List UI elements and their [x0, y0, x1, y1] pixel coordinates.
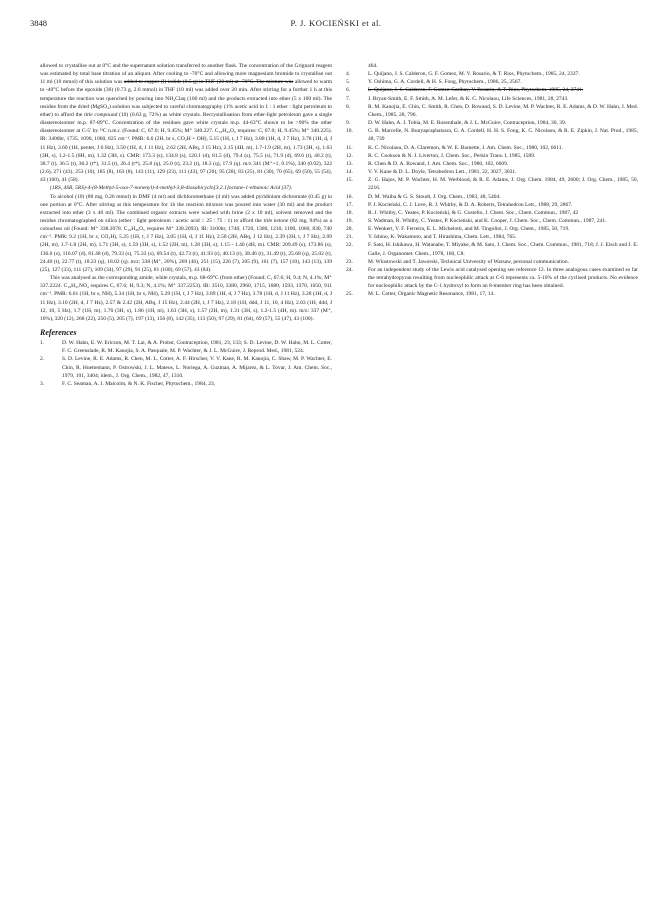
reference-item	[346, 144, 638, 152]
reference-item	[346, 119, 638, 127]
reference-text: V. V. Kane & D. L. Doyle, Tetrahedron Lett., 1981, 22, 3027, 3031.	[368, 169, 517, 176]
reference-number: 18.	[346, 209, 353, 216]
reference-number: 14.	[346, 169, 353, 176]
reference-text: E. Wenkert, V. F. Ferreira, E. L. Michelotti, and M. Tingolini, J. Org. Chem., 1985, 50, 719.	[368, 226, 570, 233]
reference-text: Y. Ishino, K. Wakamoto, and T. Hirashima, Chem. Lett., 1984, 765.	[368, 234, 517, 241]
reference-item	[346, 160, 638, 168]
page-number: 3848	[30, 18, 47, 28]
references-heading: References	[40, 328, 77, 337]
reference-number: 4.	[346, 71, 351, 78]
reference-item	[346, 209, 638, 217]
reference-number: 11.	[346, 144, 353, 151]
reference-item	[346, 225, 638, 233]
reference-number: 6.	[346, 87, 351, 94]
reference-text: S. Wadman, R. Whitby, C. Yeates, P. Kocieński, and K. Cooper, J. Chem. Soc., Chem. Commun., 1987, 241.	[368, 217, 607, 224]
reference-text: R. C. Cookson & N. J. Liverton, J. Chem. Soc., Perkin Trans. I, 1985, 1589.	[368, 152, 536, 159]
struck-text: added to copper (I) iodide (0.5 g) in THF (20 ml) at -70°C. The mixture was	[123, 79, 294, 86]
reference-item	[40, 339, 332, 355]
reference-number: 12.	[346, 152, 353, 159]
reference-text: D. W. Hahn, A. J. Tobia, M. E. Rosenthale, & J. L. McGuire, Contraception, 1984, 30, 39.	[368, 120, 567, 127]
reference-item	[346, 176, 638, 192]
page-header	[30, 18, 642, 32]
reference-item	[346, 201, 638, 209]
left-column	[40, 62, 332, 388]
reference-number: 5.	[346, 79, 351, 86]
reference-text: Y. Oshima, G. A. Cordell, & H. S. Fong, Phytochem., 1986, 25, 2567.	[368, 79, 522, 86]
reference-text: M. L. Cotter, Organic Magnetic Resonance, 1981, 17, 14.	[368, 291, 495, 298]
reference-item	[346, 86, 638, 94]
reference-number: 16.	[346, 193, 353, 200]
reference-text: G. B. Marcelle, N. Bunyapraphatsara, G. A. Cordell, H. H. S. Fong, K. C. Nicolaou, & R. E. Zipkin, J. Nat. Prod., 1985, 48, 739	[368, 128, 638, 143]
reference-number: 23.	[346, 258, 353, 265]
experimental-paragraph-1: allowed to crystallise out at 0°C and the supernatant solution transferred to another flask. The concentration of the Grignard reagent was estimated by total base titration of an aliquot. After cooling to -70°C and allowing more magnesium bromide to crystallise out 11 ml (10 mmol) of this solution was added to copper (I) iodide (0.5 g) in THF (20 ml) at -70°C. The mixture was allowed to warm to -40°C before the epoxide (36) (0.73 g, 2.6 mmol) in THF (10 ml) was added over 20 min. After stirring for a further 1 h at this temperature the reaction was quenched by pouring into NH₄Claq (100 ml) and the products extracted into ether (5 x 100 ml). The residue from the dried (MgSO₄) solution was subjected to careful chromatography (1% acetic acid in 1 : 1 ether : light petroleum to ether) to afford the title compound (10) (0.63 g, 72%) as white crystals. Recrystallisation from ether-light petroleum gave a single diastereoisomer m.p. 87-89°C. Concentration of the residues gave white crystals m.p. 44-63°C shown to be >90% the other diastereoisomer at C-5' by ¹³C n.m.r. (Found: C, 67.0; H, 9.45%; M⁺ 340.227. C₁₉H₃₂O₅ requires: C, 67.0; H, 9.45%; M⁺ 340.225). IR: 3400br, 1735, 1090, 1060, 825 cm⁻¹. PMR: 6.6 (2H, br s, CO₂H + OH), 5.15 (1H, t, J 7 Hz), 3.88 (1H, d, J 7 Hz), 3.78 (1H, d, J 11 Hz), 3.60 (1H, pentet, J 6 Hz), 3.50 (1H, d, J 11 Hz), 2.62 (2H, ABq, J 15 Hz), 2.15 (4H, m), 1.7-1.9 (2H, m), 1.73 (3H, s), 1.63 (3H, s), 1.2-1.5 (8H, m), 1.32 (3H, s). CMR: 173.3 (s), 134.8 (s), 120.1 (d), 81.5 (d), 79.4 (s), 75.5 (s), 71.9 (d), 69.6 (t), 40.2 (t), 38.7 (t), 36.5 (t), 36.2 (t*), 31.5 (t), 26.4 (t*), 25.8 (q), 25.0 (t), 23.2 (t), 18.3 (q), 17.9 (q). m/z 341 (M⁺+1, 0.1%), 340 (0.02), 322 (2.6), 271 (43), 253 (10), 185 (8), 163 (8), 143 (11), 129 (23), 111 (43), 97 (20), 95 (28), 83 (25), 81 (30), 70 (65), 69 (50), 55 (54), 43 (100), 41 (58).	[40, 63, 333, 184]
experimental-paragraph-2: To alcohol (10) (88 mg, 0.26 mmol) in DMF (4 ml) and dichloromethane (4 ml) was added pyridinium dichromate (0.45 g) in one portion at 0°C. After stirring at this temperature for 1h the reaction mixture was poured into water (30 ml) and the product extracted into ether (3 x 40 ml). The combined organic extracts were washed with brine (2 x 10 ml), solvent removed and the residue chromatographed on silica (ether : light petroleum : acetic acid :: 25 : 75 : 1) to afford the title ketone (82 mg, 94%) as a colourless oil (Found: M⁺ 338.2078. C₁₉H₃₀O₅ requires M⁺ 338.2093). IR: 3100br, 1740, 1720, 1380, 1210, 1100, 1060, 830, 740 cm⁻¹. PMR: 9.2 (1H, br s, CO₂H), 5.25 (1H, t, J 7 Hz), 3.05 (1H, d, J 11 Hz), 2.58 (2H, ABq, J 12 Hz), 2.39 (2H, t, J 7 Hz), 2.09 (2H, m), 1.7-1.8 (2H, m), 1.71 (3H, s), 1.59 (3H, s), 1.52 (2H, m), 1.28 (3H, s), 1.15 - 1.40 (4H, m). CMR: 209.49 (s), 173.86 (s), 136.0 (s), 116.07 (d), 81.48 (d), 79.33 (s), 75.33 (s), 69.54 (t), 42.73 (t), 41.93 (t), 40.13 (t), 38.46 (t), 31.49 (t), 25.68 (q), 25.02 (t), 24.40 (t), 22.77 (t), 18.23 (q), 18.02 (q). m/z: 338 (M⁺, 20%), 269 (46), 251 (15), 226 (7), 205 (9), 161 (7), 157 (10), 143 (13), 139 (25), 127 (33), 111 (27), 109 (34), 97 (29), 91 (25), 81 (100), 69 (57), 43 (84).	[40, 193, 333, 273]
reference-number: 20.	[346, 226, 353, 233]
reference-number: 13.	[346, 160, 353, 167]
reference-number: 19.	[346, 217, 353, 224]
reference-text: F. Sato, H. Ishikawa, H. Watanabe, T. Miyake, & M. Sato, J. Chem. Soc., Chem. Commun., 1981, 718; J. J. Eisch and J. E. Galle, J. Organomet. Chem., 1978, 160, C8.	[368, 242, 638, 257]
reference-text: S. D. Levine, R. E. Adams, R. Chen, M. L. Cotter, A. F. Hirscher, V. V. Kane, R. M. Kanojia, C. Shaw, M. P. Wachter, E. Chin, R. Huettemann, P. Ostrowski, J. L. Mateos, L. Noriega, A. Guzman, A. Mijarez, & L. Tovar, J. Am. Chem. Soc., 1979, 101, 3404; idem., J. Org. Chem., 1982, 47, 1310.	[62, 356, 332, 379]
reference-number: 9.	[346, 120, 351, 127]
reference-text: L. Quijano, J. S. Calderon, G. F. Gomez, M. V. Rosario, & T. Rios, Phytochem., 1985, 24, 2337.	[368, 71, 580, 78]
reference-number: 24.	[346, 266, 353, 273]
reference-item	[346, 95, 638, 103]
reference-item	[346, 78, 638, 86]
reference-item	[346, 217, 638, 225]
reference-text: R. Chen & D. A. Rowand, J. Am. Chem. Soc., 1980, 102, 6609.	[368, 160, 509, 167]
reference-list-left	[40, 339, 332, 388]
reference-number: 10.	[346, 128, 353, 135]
reference-item	[346, 193, 638, 201]
reference-number: 22.	[346, 242, 353, 249]
reference-text: 464.	[368, 63, 378, 69]
reference-text: R. M. Kanojia, E. Chin, C. Smith, R. Chen, D. Rowand, S. D. Levine, M. P. Wachter, R. E. Adams, & D. W. Hahn, J. Med. Chem., 1985, 28, 796.	[368, 103, 638, 118]
title-compound-label: title compound	[84, 111, 118, 118]
reference-number: 21.	[346, 234, 353, 241]
reference-number: 3.	[40, 380, 45, 387]
reference-list-right	[346, 62, 638, 299]
reference-item	[346, 241, 638, 257]
reference-number: 1.	[40, 340, 45, 347]
reference-number: 7.	[346, 95, 351, 102]
reference-item	[346, 258, 638, 266]
reference-item	[346, 103, 638, 119]
reference-number: 15.	[346, 177, 353, 184]
reference-item	[346, 62, 638, 70]
reference-text: R. J. Whitby, C. Yeates, P. Kocieński, & G. Costello, J. Chem. Soc., Chem. Commun., 1987, 42	[368, 209, 579, 216]
right-column	[346, 62, 638, 299]
reference-text: Z. G. Hajos, M. P. Wachter, H. M. Werblood, & R. E. Adams, J. Org. Chem. 1984, 49, 2600; J. Org. Chem., 1985, 50, 2216.	[368, 177, 638, 192]
compound-heading: (1RS, 4SR, 5RS)-4-(8-Methyl-5-oxo-7-nonenyl)-4-methyl-3,8-dioxabicyclo[3.2.1]octane-1-ethanoic Acid (37).	[50, 185, 293, 192]
running-head: P. J. KOCIEŃSKI et al.	[290, 18, 382, 28]
reference-item	[346, 168, 638, 176]
reference-text: For an independent study of the Lewis acid catalysed opening see reference 12. In three analogous cases examined so far the tetrahydropyran resulting from nucleophilic attack at C-6 represents ca. 5-10% of the cyclised products. No evidence for nucleophilic attack by the C-1 hydroxyl to form an 8-member ring has been obtained.	[368, 266, 638, 290]
reference-item	[346, 127, 638, 143]
reference-text: D. M. Walba & G. S. Stoudt, J. Org. Chem., 1983, 48, 5404.	[368, 193, 501, 200]
reference-item	[346, 233, 638, 241]
reference-text: P. J. Kocieński, C. J. Love, R. J. Whitby, & D. A. Roberts, Tetrahedron Lett., 1988, 29, 2867.	[368, 201, 573, 208]
reference-text: M. Wlostowski and T. Jaworski, Technical University of Warsaw, personal communication.	[368, 258, 570, 265]
reference-item	[346, 266, 638, 290]
reference-text: D. W. Hahn, E. W. Ericson, M. T. Lai, & A. Probst, Contraception, 1981, 23, 133; S. D. Levine, D. W. Hahn, M. L. Cotter, F. C. Greenslade, R. M. Kanojia, S. A. Pasquale, M. P. Wachter, & J. L. McGuire, J. Reprod. Med., 1981, 524.	[62, 340, 332, 355]
reference-text: F. C. Seaman, A. J. Malcolm, & N. K. Fischer, Phytochem., 1984, 23,	[62, 380, 216, 387]
reference-item	[346, 290, 638, 298]
experimental-paragraph-3: This was analysed as the corresponding amide, white crystals, m.p. 68-69°C (from ether) (Found: C, 67.6; H, 9.4; N, 4.1%; M⁺ 337.2224. C₁₉H₃₁NO₄ requires C, 67.6; H, 9.3; N, 4.1%; M⁺ 337.2253). IR: 3510, 3380, 2960, 1715, 1680, 1593, 1370, 1050, 911 cm⁻¹. PMR: 6.61 (1H, br s, NH), 5.34 (1H, br s, NH), 5.29 (1H, t, J 7 Hz), 3.89 (1H, d, J 7 Hz), 3.78 (1H, d, J 11 Hz), 3.28 (1H, d, J 11 Hz), 3.10 (2H, d, J 7 Hz), 2.57 & 2.42 (2H, ABq, J 15 Hz), 2.44 (2H, t, J 7 Hz), 2.18 (1H, ddd, J 11, 10, 4 Hz), 2.03 (1H, ddd, J 12, 10, 5 Hz), 1.7 (1H, m), 1.76 (3H, s), 1.86 (1H, m), 1.63 (3H, s), 1.57 (2H, m), 1.31 (3H, s), 1.2-1.5 (4H, m). m/z: 337 (M⁺, 10%), 320 (12), 268 (22), 250 (5), 205 (7), 197 (13), 156 (8), 142 (35), 113 (50), 97 (29), 81 (64), 69 (57), 55 (47), 43 (100).	[40, 275, 332, 322]
reference-number: 17.	[346, 201, 353, 208]
reference-item	[40, 355, 332, 379]
reference-text: L. Quijano, J. S. Calderon, F. Gomez-Garibay, V. Rosario, & T. Rios, Phytochem. 1985, 24, 2741.	[368, 87, 584, 94]
reference-item	[40, 380, 332, 388]
reference-item	[346, 70, 638, 78]
reference-text: K. C. Nicolaou, D. A. Claremon, & W. E. Barnette, J. Am. Chem. Soc., 1980, 102, 6611.	[368, 144, 563, 151]
reference-number: 25.	[346, 291, 353, 298]
title-ketone-label: title ketone	[263, 217, 289, 224]
reference-text: J. Bryan-Smith, E. F. Smith, A. M. Lefer, & K. C. Nicolaou, Life Sciences, 1981, 28, 2743.	[368, 95, 569, 102]
reference-number: 2.	[40, 356, 45, 363]
reference-number: 8.	[346, 103, 351, 110]
reference-item	[346, 152, 638, 160]
